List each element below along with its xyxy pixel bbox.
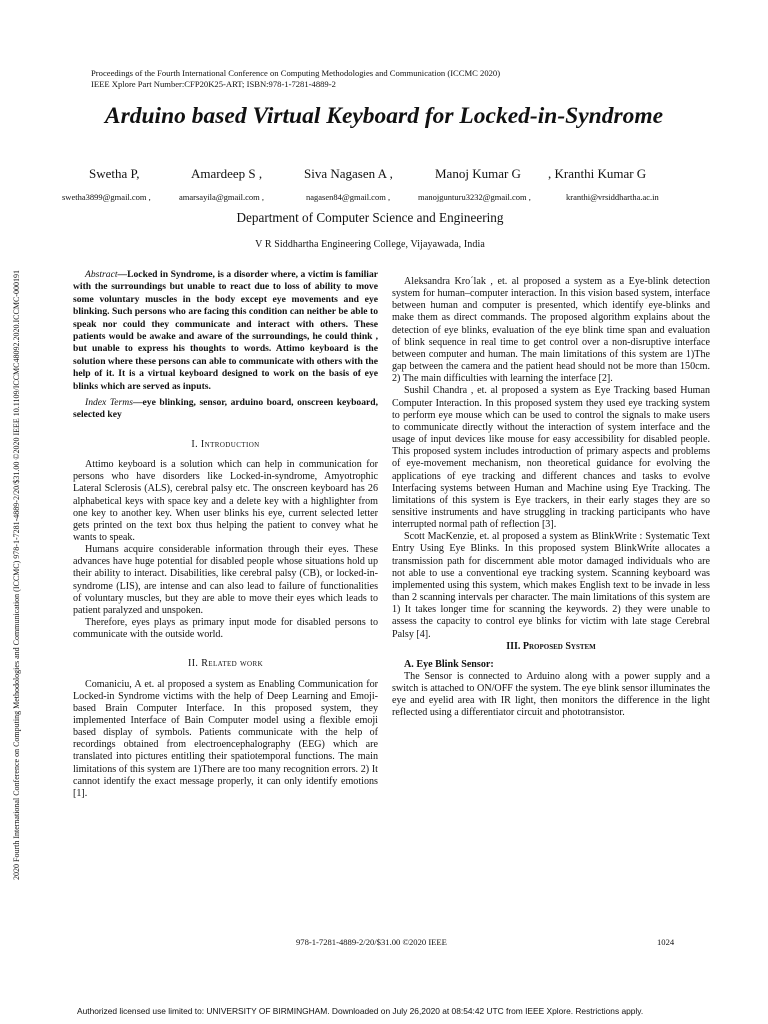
proceedings-header xyxy=(91,68,500,89)
footer-copyright: 978-1-7281-4889-2/20/$31.00 ©2020 IEEE xyxy=(296,937,447,947)
left-column xyxy=(73,269,378,800)
index-terms: Index Terms—eye blinking, sensor, arduino board, onscreen keyboard, selected key xyxy=(73,397,378,421)
related-paragraph-1: Comaniciu, A et. al proposed a system as Enabling Communication for Locked-in Syndrome victims with the help of Deep Learning and Emoji-based Brain Computer Interface. In this proposed system, they implemented Interface of Bain Computer model using a flexible emoji based display of symbols. Patients communicate with the help of recordings obtained from electroencephalography (EEG) which are translated into pictures entitling their spatiotemporal functions. The main limitations of this system are 1)There are too many recognition errors. 2) It cannot identify the exact message properly, it can only identify emotions [1]. xyxy=(73,678,378,799)
author-4: Manoj Kumar G xyxy=(435,166,521,181)
doi-sidebar: 2020 Fourth International Conference on Computing Methodologies and Communication (ICCMC) 978-1-7281-4889-2/20/$31.00 ©2020 IEEE 10.1109/ICCMC48092.2020.ICCMC-000191 xyxy=(12,270,21,880)
right-column xyxy=(392,276,710,720)
sensor-paragraph-1: The Sensor is connected to Arduino along with a power supply and a switch is attached to ON/OFF the system. The eye blink sensor illuminates the eye and eyelid area with IR light, then monitors the difference in the light reflected using a differentiator circuit and phototransistor. xyxy=(392,671,710,719)
proposed-system-heading: III. Proposed System xyxy=(506,640,596,652)
email-5: kranthi@vrsiddhartha.ac.in xyxy=(566,192,659,202)
related-work-heading: II. Related work xyxy=(187,658,264,670)
sensor-subheading: A. Eye Blink Sensor: xyxy=(404,658,494,670)
proceedings-line-1: Proceedings of the Fourth International Conference on Computing Methodologies and Communication (ICCMC 2020) xyxy=(91,68,501,78)
license-notice: Authorized licensed use limited to: UNIVERSITY OF BIRMINGHAM. Downloaded on July 26,2020 at 08:54:42 UTC from IEEE Xplore. Restrictions apply. xyxy=(77,1006,644,1016)
department: Department of Computer Science and Engineering xyxy=(236,210,504,225)
email-2: amarsayila@gmail.com , xyxy=(179,192,265,202)
email-3: nagasen84@gmail.com , xyxy=(306,192,391,202)
intro-paragraph-2: Humans acquire considerable information through their eyes. These advances have huge potential for disabled people whose situations hold up their ability to interact. Disabilities, like cerebral palsy (CB), or locked-in-syndrome (LIS), are intense and can also lead to failure of functionalities of voluntary muscles, but they are able to move their eyes which leads to patient paralyzed and unspoken. xyxy=(73,544,378,616)
email-4: manojgunturu3232@gmail.com , xyxy=(418,192,531,202)
intro-paragraph-3: Therefore, eyes plays as primary input mode for disabled persons to communicate with the outside world. xyxy=(73,617,378,641)
college: V R Siddhartha Engineering College, Vijayawada, India xyxy=(255,239,485,250)
email-1: swetha3899@gmail.com , xyxy=(62,192,151,202)
paper-title: Arduino based Virtual Keyboard for Locked-in-Syndrome xyxy=(104,103,664,129)
related-paragraph-3: Sushil Chandra , et. al proposed a system as Eye Tracking based Human Computer Interaction. In this proposed system they used eye tracking system to perform eye mouse which can be used to control the signals to make users to communicate directly without the interaction of system interface and the usage of input devices like mouse for easy accessibility for disabled people. This proposed system includes introduction of primary aspects and problems of eye-movement mechanism, non theoretical guidance for evolving the applications of eye tracking and different chances and tasks to evolve Interfacing systems between Human and Machine using Eye Tracking. The limitations of this system is Eye trackers, in their early stages they are so sensitive instruments and have struggling in tracking participants who have interrupted normal path of reflection [3]. xyxy=(392,385,710,531)
author-1: Swetha P, xyxy=(89,166,140,181)
related-paragraph-2: Aleksandra Kro´lak , et. al proposed a system as a Eye-blink detection system for human–computer interaction. In this vision based system, interface between human and computer is presented, which identify eye-blinks and make them as direct commands. The proposed algorithm explains about the detection of eye blinks, evaluation of the eye blink time span and evaluation of blink sequence in real time to get control over a non-disruptive interface between computer and human. The main limitations of this system are 1)The gap between the camera and the patient head should not be more than 150cm. 2) The main difficulties with learning the interface [2]. xyxy=(392,276,710,385)
intro-heading: I. Introduction xyxy=(191,438,260,450)
intro-paragraph-1: Attimo keyboard is a solution which can help in communication for persons who have disorders like Locked-in-syndrome, Amyotrophic Lateral Sclerosis (ALS), cerebral palsy etc. The onscreen keyboard has 26 alphabetical keys with space key and a delete key with a highlighter from one key to another key. When user blinks his eye, current selected letter gets printed on the text box thus helping the patient to convey what he wants to speak. xyxy=(73,459,378,543)
author-3: Siva Nagasen A , xyxy=(304,166,393,181)
author-2: Amardeep S , xyxy=(191,166,263,181)
page-number: 1024 xyxy=(657,937,675,947)
related-paragraph-4: Scott MacKenzie, et. al proposed a system as BlinkWrite : Systematic Text Entry Using Eye Blinks. In this proposed system BlinkWrite allocates a transmission path for discernment able motor damaged individuals who are not able to use a conventional eye tracking system. Scanning keyboard was implemented using this system, which makes English text to be invade in less than 2 scanning intervals per character. The main limitations of this system are 1) It takes longer time for scanning the keywords. 2) they were unable to assess the capacity to control eye blinks for victim with late stage Cerebral Palsy [4]. xyxy=(392,531,710,640)
abstract: Abstract—Locked in Syndrome, is a disorder where, a victim is familiar with the surroundings but unable to react due to loss of ability to move some voluntary muscles in the body except eye movements and eye blinking. Such persons who are facing this condition can neither be able to speak nor could they communicate and interact with others. These patients would be awake and aware of the surroundings, he could think , but unable to express his thoughts to words. Attimo keyboard is the solution where these persons can able to communicate with others with the help of it. It is a virtual keyboard designed to work on the basis of eye blinks which are served as inputs. xyxy=(73,269,378,392)
author-5: , Kranthi Kumar G xyxy=(548,166,647,181)
proceedings-line-2: IEEE Xplore Part Number:CFP20K25-ART; ISBN:978-1-7281-4889-2 xyxy=(91,78,336,89)
